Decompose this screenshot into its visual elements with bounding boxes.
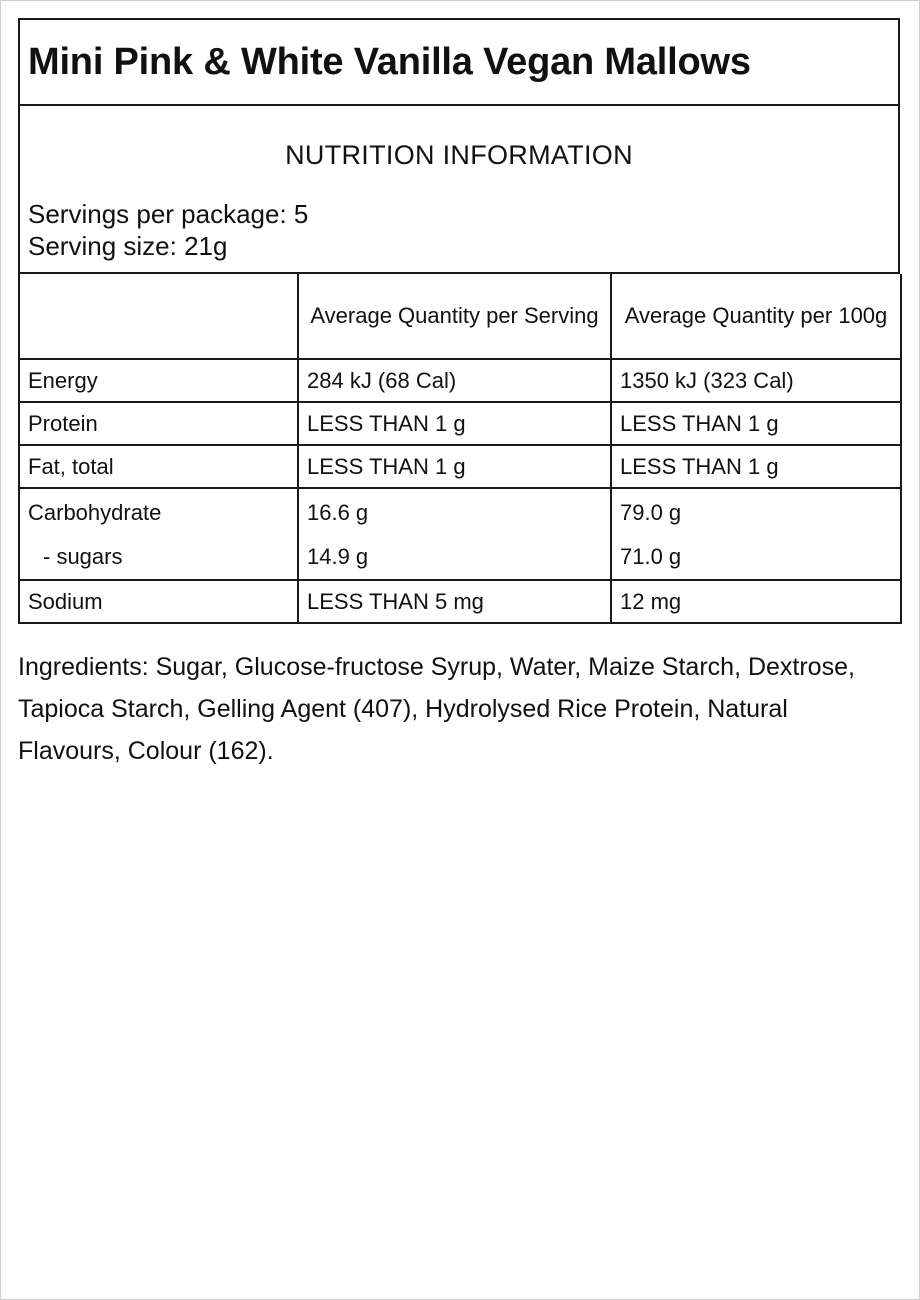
servings-block xyxy=(28,198,308,262)
nutrient-name-cell xyxy=(19,488,298,580)
table-row-protein xyxy=(19,402,901,445)
per-100g-cell xyxy=(611,488,901,580)
sugars-per-100g: 71.0 g xyxy=(620,544,682,569)
nutrient-name-sugars: - sugars xyxy=(43,544,123,569)
value-per-serving: LESS THAN 5 mg xyxy=(298,580,611,623)
serving-size: Serving size: 21g xyxy=(28,231,228,261)
nutrient-name: Fat, total xyxy=(19,445,298,488)
nutrient-name: Sodium xyxy=(19,580,298,623)
sugars-per-serving: 14.9 g xyxy=(307,544,369,569)
value-per-100g: 12 mg xyxy=(611,580,901,623)
table-row-sodium xyxy=(19,580,901,623)
nutrition-heading: NUTRITION INFORMATION xyxy=(285,140,633,170)
product-title: Mini Pink & White Vanilla Vegan Mallows xyxy=(18,18,900,106)
value-per-100g: LESS THAN 1 g xyxy=(611,445,901,488)
value-per-100g: 1350 kJ (323 Cal) xyxy=(611,359,901,402)
ingredients-text: Ingredients: Sugar, Glucose-fructose Syrup, Water, Maize Starch, Dextrose, Tapioca Starch, Gelling Agent (407), Hydrolysed Rice Protein, Natural Flavours, Colour (162). xyxy=(18,653,855,765)
value-per-serving: LESS THAN 1 g xyxy=(298,402,611,445)
table-row-carbohydrate xyxy=(19,488,901,580)
table-row-energy xyxy=(19,359,901,402)
servings-per-package: Servings per package: 5 xyxy=(28,199,309,229)
nutrient-name-carbohydrate: Carbohydrate xyxy=(28,500,162,525)
carbohydrate-per-100g: 79.0 g xyxy=(620,500,682,525)
table-header-row xyxy=(19,274,901,359)
header-per-100g: Average Quantity per 100g xyxy=(611,274,901,359)
nutrition-info-header xyxy=(18,106,900,274)
table-row-fat xyxy=(19,445,901,488)
nutrient-name: Energy xyxy=(19,359,298,402)
value-per-serving: 284 kJ (68 Cal) xyxy=(298,359,611,402)
value-per-serving: LESS THAN 1 g xyxy=(298,445,611,488)
header-per-serving: Average Quantity per Serving xyxy=(298,274,611,359)
carbohydrate-per-serving: 16.6 g xyxy=(307,500,369,525)
header-nutrient xyxy=(19,274,298,359)
nutrition-panel xyxy=(18,18,900,624)
nutrient-name: Protein xyxy=(19,402,298,445)
per-serving-cell xyxy=(298,488,611,580)
value-per-100g: LESS THAN 1 g xyxy=(611,402,901,445)
nutrition-table xyxy=(18,274,902,624)
